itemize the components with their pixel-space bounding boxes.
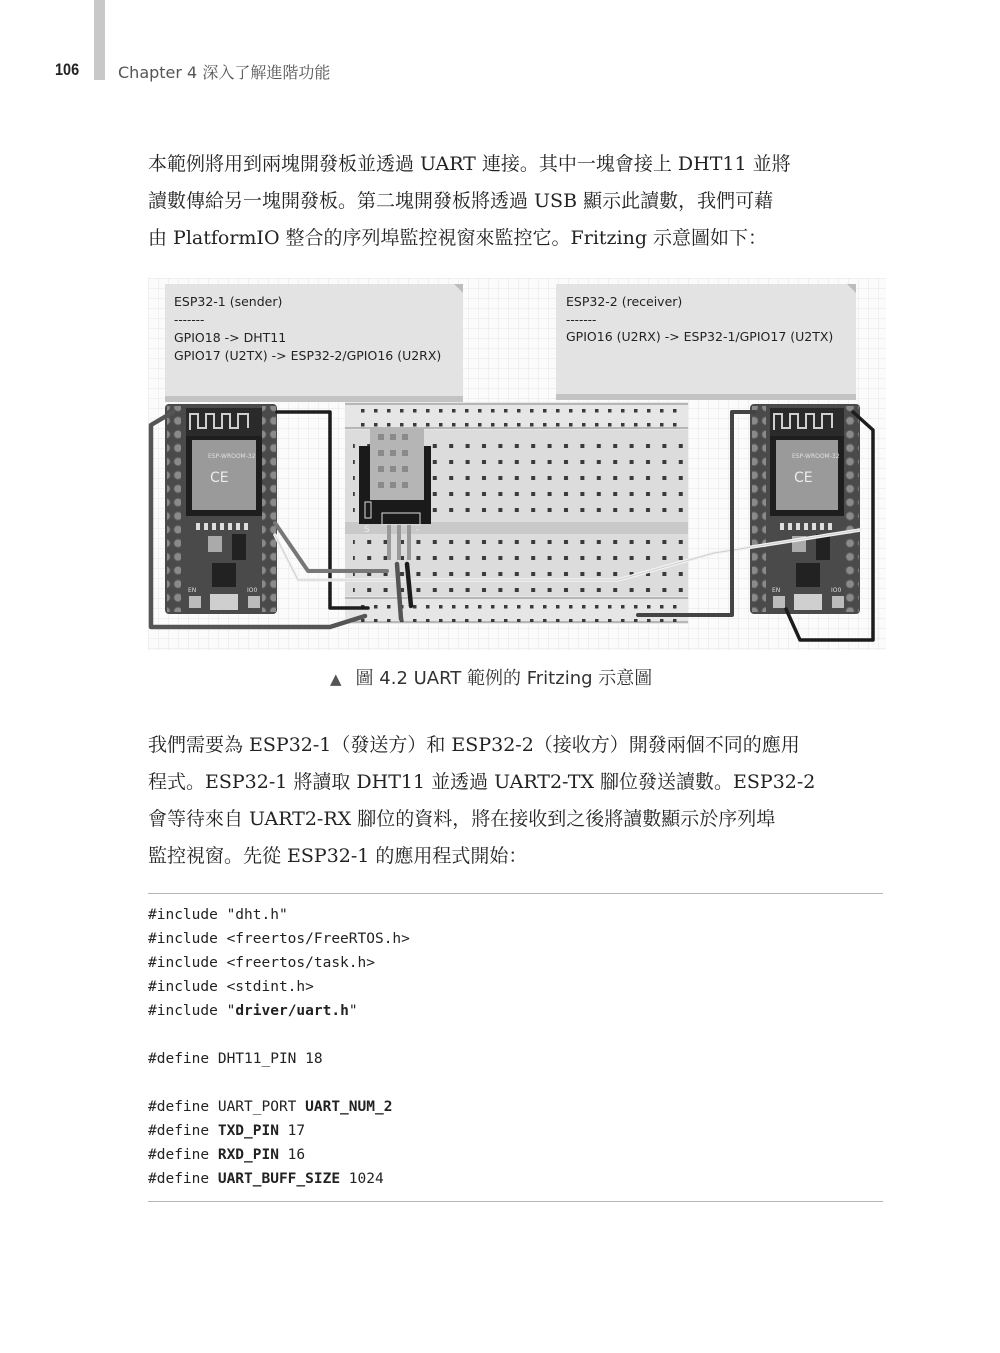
code-line: #include "driver/uart.h" <box>148 1003 358 1019</box>
esp32-left-module-label: ESP-WROOM-32 <box>208 453 256 460</box>
triangle-up-icon: ▲ <box>330 670 342 688</box>
code-line-blank <box>148 1023 883 1047</box>
esp32-right-en-label: EN <box>772 587 781 594</box>
note-sender-separator: ------- <box>174 313 205 327</box>
paragraph-line: 讀數傳給另一塊開發板。第二塊開發板將透過 USB 顯示此讀數，我們可藉 <box>148 190 774 212</box>
page-number: 106 <box>55 60 80 79</box>
intro-paragraph <box>148 146 884 257</box>
esp32-right-io0-label: IO0 <box>831 587 842 594</box>
paragraph-line: 監控視窗。先從 ESP32-1 的應用程式開始： <box>148 845 528 867</box>
note-receiver-line: GPIO16 (U2RX) -> ESP32-1/GPIO17 (U2TX) <box>566 329 834 344</box>
esp32-board-left <box>165 404 277 614</box>
dht11-minus-label: - <box>416 525 420 535</box>
svg-text:CE: CE <box>210 470 229 486</box>
code-line: #define TXD_PIN 17 <box>148 1123 306 1139</box>
paragraph-line: 我們需要為 ESP32-1（發送方）和 ESP32-2（接收方）開發兩個不同的應用 <box>148 734 800 756</box>
svg-text:CE: CE <box>794 470 813 486</box>
code-line: #include <freertos/task.h> <box>148 955 375 971</box>
code-line: #define UART_PORT UART_NUM_2 <box>148 1099 393 1115</box>
code-line: #define UART_BUFF_SIZE 1024 <box>148 1171 384 1187</box>
note-sender-title: ESP32-1 (sender) <box>174 294 283 309</box>
paragraph-line: 本範例將用到兩塊開發板並透過 UART 連接。其中一塊會接上 DHT11 並將 <box>148 153 791 175</box>
paragraph-line: 程式。ESP32-1 將讀取 DHT11 並透過 UART2-TX 腳位發送讀數。ESP32-2 <box>148 771 816 793</box>
paragraph-line: 會等待來自 UART2-RX 腳位的資料，將在接收到之後將讀數顯示於序列埠 <box>148 808 776 830</box>
esp32-right-module-label: ESP-WROOM-32 <box>792 453 840 460</box>
chapter-title: Chapter 4 深入了解進階功能 <box>118 63 331 82</box>
code-line: #include <freertos/FreeRTOS.h> <box>148 931 410 947</box>
code-line-blank <box>148 1071 883 1095</box>
code-block <box>148 893 883 1202</box>
note-sender <box>165 284 463 402</box>
code-line: #include <stdint.h> <box>148 979 314 995</box>
caption-text: 圖 4.2 UART 範例的 Fritzing 示意圖 <box>355 668 653 689</box>
body-paragraph <box>148 727 884 875</box>
note-receiver-title: ESP32-2 (receiver) <box>566 294 683 309</box>
esp32-left-io0-label: IO0 <box>247 587 258 594</box>
code-line: #define RXD_PIN 16 <box>148 1147 306 1163</box>
note-receiver-separator: ------- <box>566 313 597 327</box>
code-line: #define DHT11_PIN 18 <box>148 1051 323 1067</box>
paragraph-line: 由 PlatformIO 整合的序列埠監控視窗來監控它。Fritzing 示意圖如下： <box>148 227 768 249</box>
figure-caption <box>330 664 652 690</box>
esp32-board-right <box>750 404 860 614</box>
esp32-left-en-label: EN <box>188 587 197 594</box>
code-line: #include "dht.h" <box>148 907 288 923</box>
dht11-pin-label: S <box>364 525 370 535</box>
note-sender-line: GPIO17 (U2TX) -> ESP32-2/GPIO16 (U2RX) <box>174 348 442 363</box>
fritzing-diagram <box>148 278 886 650</box>
note-receiver <box>556 284 856 400</box>
note-sender-line: GPIO18 -> DHT11 <box>174 330 287 345</box>
chapter-side-bar <box>94 0 105 80</box>
